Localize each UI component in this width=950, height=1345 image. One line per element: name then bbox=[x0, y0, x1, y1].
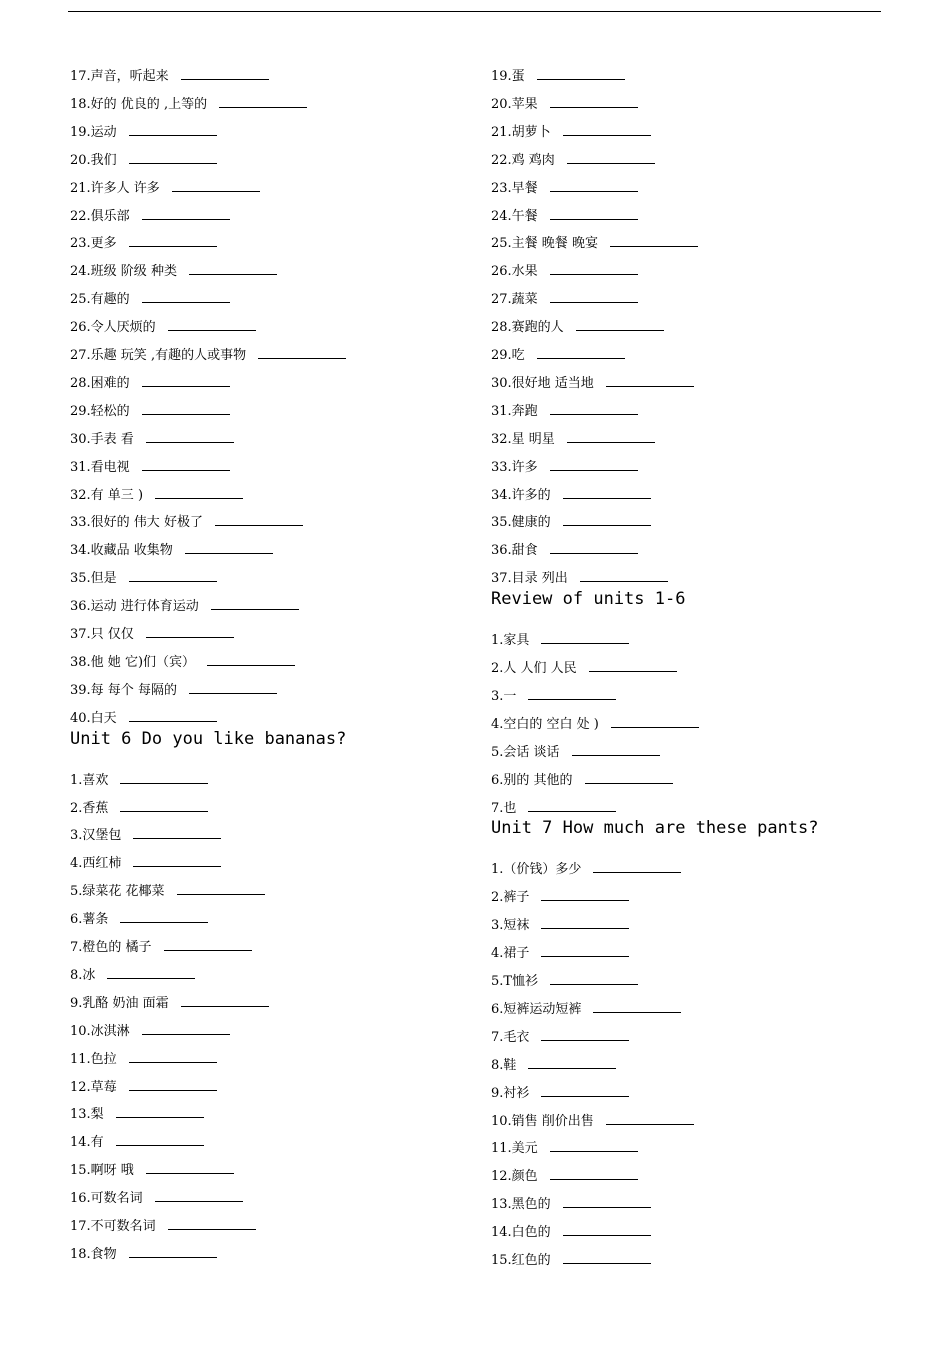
vocab-item bbox=[491, 96, 638, 112]
vocab-item bbox=[70, 291, 230, 307]
vocab-prompt: 30.很好地 适当地 bbox=[491, 375, 594, 391]
vocab-prompt: 2.裤子 bbox=[491, 890, 530, 906]
answer-blank[interactable] bbox=[541, 1085, 629, 1097]
vocab-prompt: 5.会话 谈话 bbox=[491, 744, 560, 760]
vocab-item bbox=[70, 827, 221, 843]
vocab-prompt: 11.美元 bbox=[491, 1141, 538, 1157]
vocab-prompt: 36.甜食 bbox=[491, 543, 538, 559]
vocab-item bbox=[491, 263, 638, 279]
vocab-prompt: 23.早餐 bbox=[491, 180, 538, 196]
answer-blank[interactable] bbox=[550, 96, 638, 108]
vocab-item bbox=[491, 716, 699, 732]
answer-blank[interactable] bbox=[142, 403, 230, 415]
vocab-prompt: 21.胡萝卜 bbox=[491, 124, 551, 140]
answer-blank[interactable] bbox=[189, 263, 277, 275]
vocab-prompt: 14.白色的 bbox=[491, 1225, 551, 1241]
vocab-prompt: 32.星 明星 bbox=[491, 431, 555, 447]
vocab-prompt: 4.裙子 bbox=[491, 946, 530, 962]
vocab-prompt: 6.别的 其他的 bbox=[491, 772, 573, 788]
answer-blank[interactable] bbox=[142, 208, 230, 220]
vocab-item bbox=[491, 1140, 638, 1156]
vocab-prompt: 12.颜色 bbox=[491, 1169, 538, 1185]
answer-blank[interactable] bbox=[550, 1168, 638, 1180]
vocab-prompt: 21.许多人 许多 bbox=[70, 180, 160, 196]
vocab-item bbox=[491, 772, 673, 788]
answer-blank[interactable] bbox=[181, 995, 269, 1007]
answer-blank[interactable] bbox=[177, 883, 265, 895]
vocab-item bbox=[70, 487, 243, 503]
vocab-item bbox=[491, 800, 616, 816]
answer-blank[interactable] bbox=[606, 375, 694, 387]
answer-blank[interactable] bbox=[537, 68, 625, 80]
vocab-prompt: 20.苹果 bbox=[491, 96, 538, 112]
answer-blank[interactable] bbox=[537, 347, 625, 359]
answer-blank[interactable] bbox=[189, 682, 277, 694]
vocab-item bbox=[70, 375, 230, 391]
vocab-prompt: 36.运动 进行体育运动 bbox=[70, 599, 199, 615]
vocab-item bbox=[491, 1113, 694, 1129]
vocab-item bbox=[491, 68, 625, 84]
vocab-prompt: 25.主餐 晚餐 晚宴 bbox=[491, 236, 598, 252]
vocab-item bbox=[70, 1106, 204, 1122]
vocab-item bbox=[491, 945, 629, 961]
vocab-prompt: 7.橙色的 橘子 bbox=[70, 940, 152, 955]
vocab-item bbox=[491, 570, 668, 586]
vocab-item bbox=[491, 1196, 651, 1212]
vocab-prompt: 22.俱乐部 bbox=[70, 208, 130, 224]
answer-blank[interactable] bbox=[129, 1079, 217, 1091]
vocab-prompt: 2.人 人们 人民 bbox=[491, 661, 577, 676]
vocab-item bbox=[491, 152, 655, 168]
vocab-prompt: 7.毛衣 bbox=[491, 1029, 530, 1045]
answer-blank[interactable] bbox=[541, 945, 629, 957]
answer-blank[interactable] bbox=[207, 654, 295, 666]
answer-blank[interactable] bbox=[142, 291, 230, 303]
answer-blank[interactable] bbox=[550, 459, 638, 471]
vocab-prompt: 27.乐趣 玩笑 ,有趣的人或事物 bbox=[70, 348, 247, 363]
section-heading: Unit 6 Do you like bananas? bbox=[70, 728, 347, 749]
answer-blank[interactable] bbox=[116, 1106, 204, 1118]
vocab-prompt: 17.声音，听起来 bbox=[70, 69, 169, 84]
vocab-item bbox=[491, 514, 651, 530]
vocab-item bbox=[70, 1023, 230, 1039]
vocab-prompt: 24.午餐 bbox=[491, 208, 538, 224]
answer-blank[interactable] bbox=[550, 180, 638, 192]
answer-blank[interactable] bbox=[133, 855, 221, 867]
vocab-item bbox=[70, 1162, 234, 1178]
answer-blank[interactable] bbox=[550, 973, 638, 985]
vocab-prompt: 31.奔跑 bbox=[491, 403, 538, 419]
vocab-prompt: 13.黑色的 bbox=[491, 1197, 551, 1213]
vocab-item bbox=[491, 973, 638, 989]
vocab-prompt: 5.绿菜花 花椰菜 bbox=[70, 884, 165, 900]
vocab-prompt: 3.一 bbox=[491, 688, 517, 704]
answer-blank[interactable] bbox=[142, 1023, 230, 1035]
vocab-item bbox=[70, 152, 217, 168]
answer-blank[interactable] bbox=[563, 124, 651, 136]
answer-blank[interactable] bbox=[129, 1246, 217, 1258]
vocab-item bbox=[70, 883, 265, 899]
answer-blank[interactable] bbox=[606, 1113, 694, 1125]
vocab-item bbox=[491, 660, 677, 676]
vocab-prompt: 4.西红柿 bbox=[70, 856, 122, 872]
vocab-item bbox=[491, 861, 681, 877]
vocab-item bbox=[491, 487, 651, 503]
vocab-prompt: 35.但是 bbox=[70, 571, 117, 587]
vocab-prompt: 23.更多 bbox=[70, 236, 117, 252]
section-heading: Review of units 1-6 bbox=[491, 589, 686, 610]
vocab-item bbox=[491, 542, 638, 558]
answer-blank[interactable] bbox=[155, 487, 243, 499]
answer-blank[interactable] bbox=[219, 96, 307, 108]
answer-blank[interactable] bbox=[550, 208, 638, 220]
vocab-prompt: 2.香蕉 bbox=[70, 800, 109, 816]
answer-blank[interactable] bbox=[181, 68, 269, 80]
answer-blank[interactable] bbox=[528, 688, 616, 700]
vocab-item bbox=[70, 682, 277, 698]
answer-blank[interactable] bbox=[133, 827, 221, 839]
vocab-item bbox=[70, 124, 217, 140]
vocab-item bbox=[70, 208, 230, 224]
answer-blank[interactable] bbox=[528, 1057, 616, 1069]
vocab-prompt: 8.冰 bbox=[70, 967, 96, 983]
vocab-item bbox=[491, 1085, 629, 1101]
top-rule bbox=[68, 11, 881, 12]
vocab-prompt: 7.也 bbox=[491, 800, 517, 816]
vocab-item bbox=[491, 208, 638, 224]
answer-blank[interactable] bbox=[563, 1196, 651, 1208]
vocab-prompt: 35.健康的 bbox=[491, 515, 551, 531]
vocab-prompt: 34.收藏品 收集物 bbox=[70, 543, 173, 559]
vocab-item bbox=[70, 68, 269, 84]
vocab-item bbox=[491, 1001, 681, 1017]
answer-blank[interactable] bbox=[129, 710, 217, 722]
answer-blank[interactable] bbox=[129, 570, 217, 582]
vocab-item bbox=[70, 319, 256, 335]
vocab-prompt: 11.色拉 bbox=[70, 1051, 117, 1067]
vocab-item bbox=[491, 375, 694, 391]
answer-blank[interactable] bbox=[550, 1140, 638, 1152]
vocab-item bbox=[70, 180, 260, 196]
vocab-item bbox=[491, 1224, 651, 1240]
vocab-prompt: 17.不可数名词 bbox=[70, 1219, 156, 1234]
vocab-item bbox=[70, 235, 217, 251]
answer-blank[interactable] bbox=[168, 1218, 256, 1230]
answer-blank[interactable] bbox=[142, 375, 230, 387]
answer-blank[interactable] bbox=[129, 1051, 217, 1063]
answer-blank[interactable] bbox=[215, 514, 303, 526]
vocab-item bbox=[70, 403, 230, 419]
vocab-item bbox=[70, 542, 273, 558]
vocab-prompt: 10.销售 削价出售 bbox=[491, 1113, 594, 1129]
vocab-item bbox=[491, 459, 638, 475]
vocab-prompt: 37.只 仅仅 bbox=[70, 627, 134, 642]
vocab-item bbox=[70, 939, 252, 955]
vocab-item bbox=[491, 319, 664, 335]
vocab-prompt: 31.看电视 bbox=[70, 459, 130, 475]
vocab-item bbox=[491, 744, 660, 760]
vocab-item bbox=[491, 124, 651, 140]
vocab-item bbox=[70, 855, 221, 871]
answer-blank[interactable] bbox=[563, 514, 651, 526]
answer-blank[interactable] bbox=[541, 632, 629, 644]
answer-blank[interactable] bbox=[172, 180, 260, 192]
answer-blank[interactable] bbox=[129, 152, 217, 164]
answer-blank[interactable] bbox=[142, 459, 230, 471]
vocab-item bbox=[491, 180, 638, 196]
vocab-item bbox=[491, 347, 625, 363]
vocab-prompt: 33.很好的 伟大 好极了 bbox=[70, 515, 203, 531]
answer-blank[interactable] bbox=[611, 716, 699, 728]
answer-blank[interactable] bbox=[120, 911, 208, 923]
vocab-item bbox=[70, 1218, 256, 1234]
vocab-prompt: 18.好的 优良的 ,上等的 bbox=[70, 96, 208, 112]
answer-blank[interactable] bbox=[185, 542, 273, 554]
vocab-prompt: 28.困难的 bbox=[70, 375, 130, 391]
answer-blank[interactable] bbox=[541, 889, 629, 901]
vocab-prompt: 6.薯条 bbox=[70, 912, 109, 928]
vocab-item bbox=[491, 235, 698, 251]
answer-blank[interactable] bbox=[563, 1252, 651, 1264]
answer-blank[interactable] bbox=[107, 967, 195, 979]
vocab-item bbox=[70, 626, 234, 642]
vocab-item bbox=[70, 911, 208, 927]
answer-blank[interactable] bbox=[550, 263, 638, 275]
vocab-prompt: 37.目录 列出 bbox=[491, 571, 568, 587]
answer-blank[interactable] bbox=[572, 744, 660, 756]
vocab-prompt: 3.短袜 bbox=[491, 918, 530, 934]
answer-blank[interactable] bbox=[164, 939, 252, 951]
vocab-item bbox=[70, 514, 303, 530]
vocab-item bbox=[70, 710, 217, 726]
section-heading: Unit 7 How much are these pants? bbox=[491, 818, 819, 839]
answer-blank[interactable] bbox=[563, 1224, 651, 1236]
vocab-prompt: 10.冰淇淋 bbox=[70, 1023, 130, 1039]
vocab-item bbox=[70, 1190, 243, 1206]
answer-blank[interactable] bbox=[550, 542, 638, 554]
answer-blank[interactable] bbox=[146, 626, 234, 638]
vocab-prompt: 5.T恤衫 bbox=[491, 974, 539, 989]
vocab-prompt: 30.手表 看 bbox=[70, 431, 134, 447]
vocab-item bbox=[70, 431, 234, 447]
vocab-item bbox=[70, 570, 217, 586]
vocab-prompt: 1.喜欢 bbox=[70, 772, 109, 788]
vocab-prompt: 19.蛋 bbox=[491, 69, 525, 84]
vocab-item bbox=[491, 1168, 638, 1184]
vocab-item bbox=[491, 1029, 629, 1045]
vocab-item bbox=[70, 995, 269, 1011]
vocab-item bbox=[491, 688, 616, 704]
vocab-prompt: 8.鞋 bbox=[491, 1057, 517, 1073]
vocab-item bbox=[70, 800, 208, 816]
vocab-prompt: 34.许多的 bbox=[491, 487, 551, 503]
vocab-item bbox=[491, 431, 655, 447]
vocab-item bbox=[70, 1246, 217, 1262]
vocab-item bbox=[70, 967, 195, 983]
answer-blank[interactable] bbox=[129, 124, 217, 136]
answer-blank[interactable] bbox=[120, 800, 208, 812]
answer-blank[interactable] bbox=[116, 1134, 204, 1146]
vocab-prompt: 24.班级 阶级 种类 bbox=[70, 264, 177, 280]
vocab-prompt: 22.鸡 鸡肉 bbox=[491, 152, 555, 168]
vocab-prompt: 1.（价钱）多少 bbox=[491, 862, 582, 878]
vocab-item bbox=[491, 889, 629, 905]
vocab-prompt: 9.衬衫 bbox=[491, 1085, 530, 1101]
vocab-prompt: 13.梨 bbox=[70, 1107, 104, 1123]
vocab-prompt: 40.白天 bbox=[70, 710, 117, 726]
vocab-prompt: 15.啊呀 哦 bbox=[70, 1163, 134, 1179]
vocab-prompt: 29.吃 bbox=[491, 348, 525, 363]
answer-blank[interactable] bbox=[129, 235, 217, 247]
vocab-item bbox=[491, 1057, 616, 1073]
answer-blank[interactable] bbox=[550, 403, 638, 415]
vocab-prompt: 25.有趣的 bbox=[70, 292, 130, 308]
vocab-prompt: 38.他 她 它)们（宾） bbox=[70, 654, 196, 670]
vocab-item bbox=[70, 459, 230, 475]
vocab-prompt: 28.赛跑的人 bbox=[491, 320, 564, 336]
answer-blank[interactable] bbox=[610, 235, 698, 247]
vocab-item bbox=[70, 347, 346, 363]
vocab-prompt: 33.许多 bbox=[491, 459, 538, 475]
answer-blank[interactable] bbox=[580, 570, 668, 582]
vocab-item bbox=[70, 598, 299, 614]
answer-blank[interactable] bbox=[146, 431, 234, 443]
answer-blank[interactable] bbox=[567, 431, 655, 443]
vocab-prompt: 14.有 bbox=[70, 1135, 104, 1151]
vocab-item bbox=[70, 1051, 217, 1067]
vocab-prompt: 12.草莓 bbox=[70, 1079, 117, 1095]
vocab-prompt: 16.可数名词 bbox=[70, 1191, 143, 1207]
answer-blank[interactable] bbox=[258, 347, 346, 359]
vocab-prompt: 15.红色的 bbox=[491, 1253, 551, 1268]
answer-blank[interactable] bbox=[589, 660, 677, 672]
answer-blank[interactable] bbox=[593, 861, 681, 873]
vocab-prompt: 26.令人厌烦的 bbox=[70, 320, 156, 336]
answer-blank[interactable] bbox=[541, 1029, 629, 1041]
vocab-prompt: 19.运动 bbox=[70, 124, 117, 140]
answer-blank[interactable] bbox=[593, 1001, 681, 1013]
vocab-prompt: 32.有 单三 ) bbox=[70, 487, 144, 503]
answer-blank[interactable] bbox=[585, 772, 673, 784]
vocab-item bbox=[70, 772, 208, 788]
answer-blank[interactable] bbox=[211, 598, 299, 610]
answer-blank[interactable] bbox=[168, 319, 256, 331]
vocab-item bbox=[70, 654, 295, 670]
answer-blank[interactable] bbox=[528, 800, 616, 812]
vocab-prompt: 26.水果 bbox=[491, 264, 538, 280]
vocab-prompt: 4.空白的 空白 处 ) bbox=[491, 716, 599, 732]
vocab-prompt: 18.食物 bbox=[70, 1246, 117, 1262]
vocab-prompt: 20.我们 bbox=[70, 152, 117, 168]
answer-blank[interactable] bbox=[576, 319, 664, 331]
vocab-item bbox=[70, 96, 307, 112]
answer-blank[interactable] bbox=[567, 152, 655, 164]
vocab-item bbox=[70, 1079, 217, 1095]
vocab-prompt: 6.短裤运动短裤 bbox=[491, 1001, 582, 1017]
vocab-item bbox=[491, 917, 629, 933]
answer-blank[interactable] bbox=[120, 772, 208, 784]
vocab-item bbox=[491, 1252, 651, 1268]
vocab-item bbox=[70, 263, 277, 279]
vocab-prompt: 29.轻松的 bbox=[70, 403, 130, 419]
answer-blank[interactable] bbox=[146, 1162, 234, 1174]
vocab-item bbox=[491, 403, 638, 419]
vocab-item bbox=[491, 291, 638, 307]
vocab-prompt: 3.汉堡包 bbox=[70, 828, 122, 844]
answer-blank[interactable] bbox=[550, 291, 638, 303]
vocab-item bbox=[491, 632, 629, 648]
vocab-prompt: 27.蔬菜 bbox=[491, 292, 538, 308]
vocab-prompt: 1.家具 bbox=[491, 633, 530, 649]
vocab-prompt: 9.乳酪 奶油 面霜 bbox=[70, 995, 169, 1011]
vocab-item bbox=[70, 1134, 204, 1150]
answer-blank[interactable] bbox=[541, 917, 629, 929]
vocab-prompt: 39.每 每个 每隔的 bbox=[70, 682, 177, 698]
answer-blank[interactable] bbox=[155, 1190, 243, 1202]
answer-blank[interactable] bbox=[563, 487, 651, 499]
